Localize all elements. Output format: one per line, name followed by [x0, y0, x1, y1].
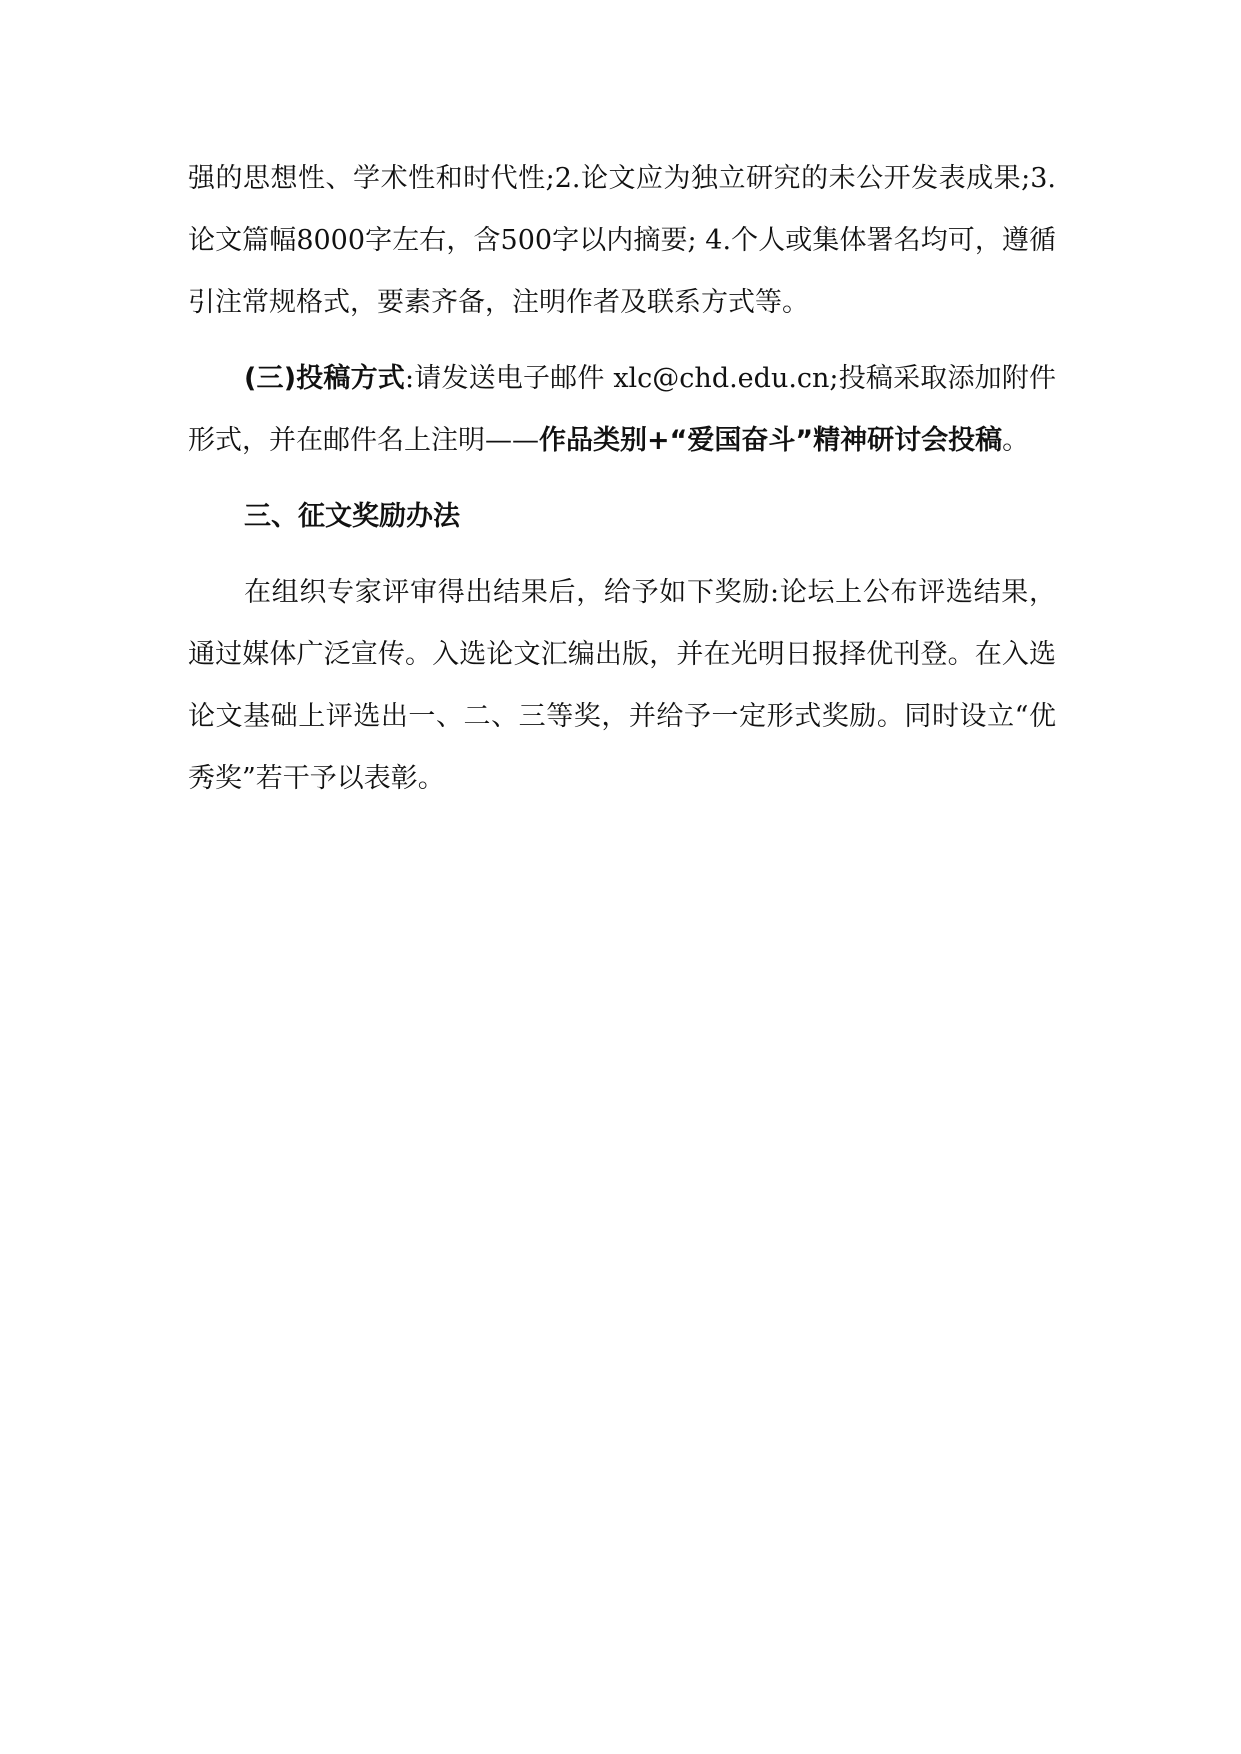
awards-text: 在组织专家评审得出结果后，给予如下奖励:论坛上公布评选结果，通过媒体广泛宣传。入选论文汇编出版，并在光明日报择优刊登。在入选论文基础上评选出一、二、三等奖，并给予一定形式奖励。同时设立“优秀奖”若干予以表彰。 [188, 577, 1056, 794]
submission-end: 。 [1002, 425, 1030, 456]
submission-emphasis: 作品类别+“爱国奋斗”精神研讨会投稿 [539, 425, 1003, 456]
paragraph-submission [188, 348, 1056, 472]
section-heading-awards: 三、征文奖励办法 [244, 501, 460, 532]
submission-label: (三)投稿方式 [244, 363, 405, 394]
document-page [188, 148, 1056, 810]
submission-text: :请发送电子邮件 xlc@chd.edu.cn;投稿采取添加附件形式，并在邮件名上注明—— [188, 363, 1056, 456]
requirements-text: 强的思想性、学术性和时代性;2.论文应为独立研究的未公开发表成果;3.论文篇幅8000字左右，含500字以内摘要; 4.个人或集体署名均可，遵循引注常规格式，要素齐备，注明作者及联系方式等。 [188, 163, 1056, 318]
paragraph-awards [188, 562, 1056, 810]
paragraph-requirements [188, 148, 1056, 334]
